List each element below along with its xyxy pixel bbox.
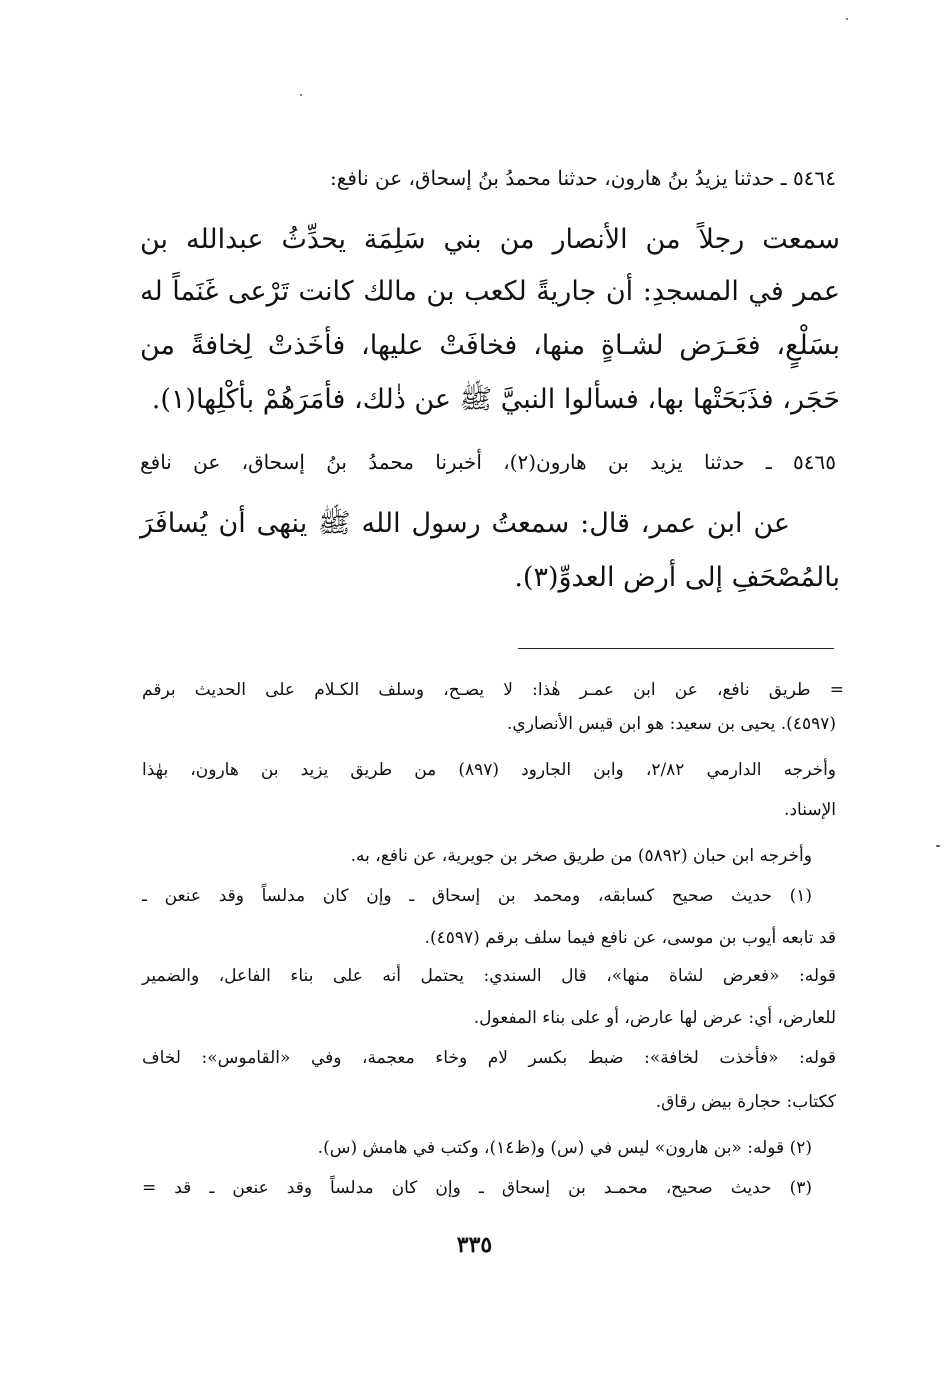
scan-speck: [846, 18, 848, 20]
footnote-line: (١) حديث صحيح كسابقه، ومحمد بن إسحاق ـ وإن كان مدلساً وقد عنعن ـ: [142, 886, 812, 906]
footnote-line: (٣) حديث صحيح، محمـد بن إسحاق ـ وإن كان مدلساً وقد عنعن ـ قد =: [142, 1178, 812, 1198]
footnote-line: وأخرجه ابن حبان (٥٨٩٢) من طريق صخر بن جويرية، عن نافع، به.: [350, 846, 812, 866]
scan-speck: [936, 845, 940, 847]
footnote-line: (٢) قوله: «بن هارون» ليس في (س) و(ظ١٤)، وكتب في هامش (س).: [317, 1138, 812, 1158]
page-number: ٣٣٥: [456, 1232, 493, 1258]
footnote-line: الإسناد.: [784, 800, 836, 820]
footnote-line: قوله: «فعرض لشاة منها»، قال السندي: يحتمل أنه على بناء الفاعل، والضمير: [142, 966, 836, 986]
hadith-isnad: ٥٤٦٥ ـ حدثنا يزيد بن هارون(٢)، أخبرنا محمدُ بنُ إسحاق، عن نافع: [140, 450, 837, 474]
footnote-line: قد تابعه أيوب بن موسى، عن نافع فيما سلف برقم (٤٥٩٧).: [424, 928, 836, 948]
hadith-matn-line: حَجَر، فذَبَحَتْها بها، فسألوا النبيَّ ﷺ عن ذٰلك، فأمَرَهُمْ بأكْلِها(١).: [151, 384, 840, 415]
hadith-matn-line: بالمُصْحَفِ إلى أرض العدوِّ(٣).: [514, 562, 840, 593]
footnote-line: (٤٥٩٧). يحيى بن سعيد: هو ابن قيس الأنصاري.: [506, 714, 836, 734]
footnote-line: وأخرجه الدارمي ٢/٨٢، وابن الجارود (٨٩٧) من طريق يزيد بن هارون، بهٰذا: [142, 760, 837, 780]
footnote-line: للعارض، أي: عرض لها عارض، أو على بناء المفعول.: [473, 1008, 836, 1028]
footnote-line: = طريق نافع، عن ابن عمـر هٰذا: لا يصـح، وسلف الكـلام على الحديث برقم: [142, 680, 844, 700]
hadith-matn-line: عن ابن عمر، قال: سمعتُ رسول الله ﷺ ينهى أن يُسافَرَ: [140, 508, 790, 539]
hadith-matn-line: سمعت رجلاً من الأنصار من بني سَلِمَة يحدِّثُ عبدالله بن: [140, 224, 840, 255]
footnote-line: قوله: «فأخذت لخافة»: ضبط بكسر لام وخاء معجمة، وفي «القاموس»: لخاف: [142, 1048, 836, 1068]
hadith-isnad: ٥٤٦٤ ـ حدثنا يزيدُ بنُ هارون، حدثنا محمدُ بنُ إسحاق، عن نافع:: [330, 166, 836, 190]
hadith-matn-line: عمر في المسجدِ: أن جاريةً لكعب بن مالك كانت تَرْعى غَنَماً له: [140, 276, 840, 307]
footnotes: [142, 0, 844, 1220]
footnote-line: ككتاب: حجارة بيض رقاق.: [655, 1092, 836, 1112]
hadith-matn-line: بسَلْعٍ، فعَـرَض لشـاةٍ منها، فخافَتْ عليها، فأخَذتْ لِخافةً من: [140, 330, 840, 361]
